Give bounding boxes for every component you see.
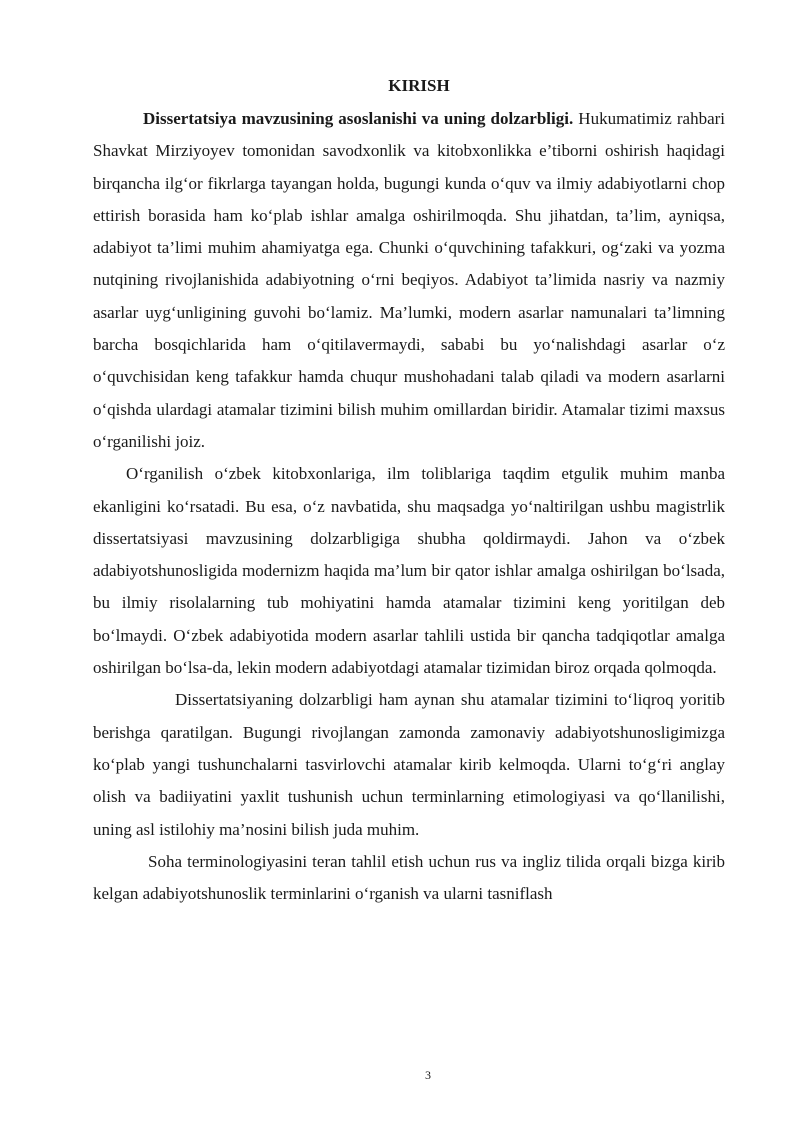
paragraph-2: O‘rganilish o‘zbek kitobxonlariga, ilm toliblariga taqdim etgulik muhim manba ekanligini ko‘rsatadi. Bu esa, o‘z navbatida, shu maqsadga yo‘naltirilgan ushbu magistrlik dissertatsiyasi mavzusining dolzarbligiga shubha qoldirmaydi. Jahon va o‘zbek adabiyotshunosligida modernizm haqida ma’lum bir qator ishlar amalga oshirilgan bo‘lsada, bu ilmiy risolalarning tub mohiyatini hamda atamalar tizimini keng yoritilgan deb bo‘lmaydi. O‘zbek adabiyotida modern asarlar tahlili ustida bir qancha tadqiqotlar amalga oshirilgan bo‘lsa-da, lekin modern adabiyotdagi atamalar tizimidan biroz orqada qolmoqda. bbox=[93, 464, 725, 678]
paragraph-3: Dissertatsiyaning dolzarbligi ham aynan shu atamalar tizimini to‘liqroq yoritib berishga qaratilgan. Bugungi rivojlangan zamonda zamonaviy adabiyotshunosligimizga ko‘plab yangi tushunchalarni tasvirlovchi atamalar kirib kelmoqda. Ularni to‘g‘ri anglay olish va badiiyatini yaxlit tushunish uchun terminlarning etimologiyasi va qo‘llanilishi, uning asl istilohiy ma’nosini bilish juda muhim. bbox=[93, 690, 725, 839]
paragraph-1 bbox=[93, 103, 725, 458]
paragraph-4: Soha terminologiyasini teran tahlil etish uchun rus va ingliz tilida orqali bizga kirib kelgan adabiyotshunoslik terminlarini o‘rganish va ularni tasniflash bbox=[93, 851, 725, 904]
page-number: 3 bbox=[425, 1068, 431, 1082]
paragraph-text: Hukumatimiz rahbari Shavkat Mirziyoyev tomonidan savodxonlik va kitobxonlikka e’tiborni oshirish haqidagi birqancha ilg‘or fikrlarga tayangan holda, bugungi kunda o‘quv va ilmiy adabiyotlarni chop ettirish borasida ham ko‘plab ishlar amalga oshirilmoqda. Shu jihatdan, ta’lim, ayniqsa, adabiyot ta’limi muhim ahamiyatga ega. Chunki o‘quvchining tafakkuri, og‘zaki va yozma nutqining rivojlanishida adabiyotning o‘rni beqiyos. Adabiyot ta’limida nasriy va nazmiy asarlar uyg‘unligining guvohi bo‘lamiz. Ma’lumki, modern asarlar namunalari ta’limning barcha bosqichlarida ham o‘qitilavermaydi, sababi bu yo‘nalishdagi asarlar o‘z o‘quvchisidan keng tafakkur hamda chuqur mushohadani talab qiladi va modern asarlarni o‘qishda ulardagi atamalar tizimini bilish muhim omillardan biridir. Atamalar tizimi maxsus o‘rganilishi joiz. bbox=[93, 109, 725, 451]
paragraph-lead: Dissertatsiya mavzusining asoslanishi va uning dolzarbligi. bbox=[143, 109, 574, 128]
body-text bbox=[93, 103, 725, 910]
section-heading: KIRISH bbox=[388, 76, 450, 95]
